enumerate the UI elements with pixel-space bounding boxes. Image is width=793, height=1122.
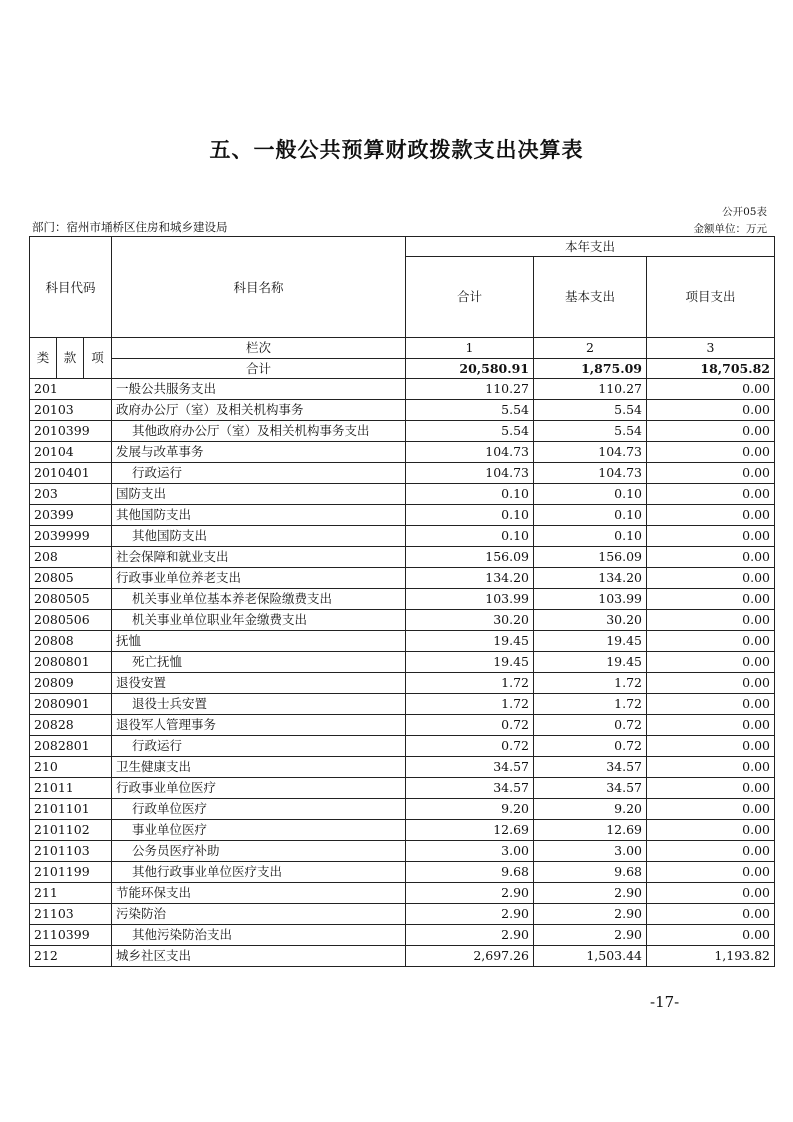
row-basic: 0.72 (534, 736, 647, 757)
row-project: 0.00 (647, 715, 775, 736)
row-project: 1,193.82 (647, 946, 775, 967)
row-basic: 2.90 (534, 883, 647, 904)
row-basic: 34.57 (534, 757, 647, 778)
row-total: 5.54 (406, 421, 534, 442)
row-project: 0.00 (647, 463, 775, 484)
row-name: 卫生健康支出 (112, 757, 406, 778)
row-code: 2010401 (30, 463, 112, 484)
table-row (30, 778, 775, 799)
row-name: 行政运行 (112, 736, 406, 757)
row-basic: 134.20 (534, 568, 647, 589)
row-name: 行政运行 (112, 463, 406, 484)
row-basic: 0.10 (534, 484, 647, 505)
row-project: 0.00 (647, 568, 775, 589)
row-basic: 1.72 (534, 694, 647, 715)
row-project: 0.00 (647, 925, 775, 946)
header-year-expense: 本年支出 (406, 237, 775, 257)
row-name: 退役军人管理事务 (112, 715, 406, 736)
row-basic: 103.99 (534, 589, 647, 610)
row-code: 2010399 (30, 421, 112, 442)
row-total: 2,697.26 (406, 946, 534, 967)
table-row (30, 673, 775, 694)
table-row (30, 505, 775, 526)
row-total: 9.68 (406, 862, 534, 883)
unit-label: 金额单位：万元 (693, 223, 767, 235)
row-project: 0.00 (647, 757, 775, 778)
row-basic: 5.54 (534, 421, 647, 442)
row-code: 211 (30, 883, 112, 904)
row-project: 0.00 (647, 694, 775, 715)
row-project: 0.00 (647, 631, 775, 652)
header-name: 科目名称 (112, 237, 406, 338)
row-project: 0.00 (647, 400, 775, 421)
header-basic: 基本支出 (534, 257, 647, 338)
row-code: 20805 (30, 568, 112, 589)
row-total: 0.10 (406, 505, 534, 526)
row-name: 一般公共服务支出 (112, 379, 406, 400)
row-basic: 0.10 (534, 526, 647, 547)
row-code: 21103 (30, 904, 112, 925)
row-name: 节能环保支出 (112, 883, 406, 904)
header-lanci: 栏次 (112, 338, 406, 359)
row-project: 0.00 (647, 841, 775, 862)
row-code: 2082801 (30, 736, 112, 757)
header-col2: 2 (534, 338, 647, 359)
row-total: 110.27 (406, 379, 534, 400)
row-name: 社会保障和就业支出 (112, 547, 406, 568)
row-name: 国防支出 (112, 484, 406, 505)
row-project: 0.00 (647, 883, 775, 904)
sum-label: 合计 (112, 359, 406, 379)
row-name: 其他政府办公厅（室）及相关机构事务支出 (112, 421, 406, 442)
sum-total: 20,580.91 (406, 359, 534, 379)
table-row (30, 484, 775, 505)
row-code: 2101199 (30, 862, 112, 883)
row-project: 0.00 (647, 547, 775, 568)
header-kuan: 款 (57, 338, 84, 379)
table-row (30, 400, 775, 421)
form-number: 公开05表 (722, 206, 767, 218)
row-project: 0.00 (647, 799, 775, 820)
row-code: 20828 (30, 715, 112, 736)
header-lei: 类 (30, 338, 57, 379)
row-project: 0.00 (647, 820, 775, 841)
table-row (30, 757, 775, 778)
row-total: 1.72 (406, 673, 534, 694)
row-name: 城乡社区支出 (112, 946, 406, 967)
row-name: 公务员医疗补助 (112, 841, 406, 862)
row-name: 其他行政事业单位医疗支出 (112, 862, 406, 883)
table-row (30, 631, 775, 652)
header-xiang: 项 (84, 338, 112, 379)
row-code: 20399 (30, 505, 112, 526)
table-row (30, 736, 775, 757)
row-total: 104.73 (406, 442, 534, 463)
row-code: 2080801 (30, 652, 112, 673)
row-basic: 9.68 (534, 862, 647, 883)
row-total: 1.72 (406, 694, 534, 715)
row-code: 21011 (30, 778, 112, 799)
row-project: 0.00 (647, 673, 775, 694)
row-name: 其他国防支出 (112, 526, 406, 547)
page-number: -17- (650, 993, 680, 1011)
row-basic: 2.90 (534, 925, 647, 946)
header-code: 科目代码 (30, 237, 112, 338)
row-name: 政府办公厅（室）及相关机构事务 (112, 400, 406, 421)
table-row (30, 820, 775, 841)
table-row (30, 925, 775, 946)
row-project: 0.00 (647, 421, 775, 442)
row-code: 2080506 (30, 610, 112, 631)
row-basic: 156.09 (534, 547, 647, 568)
table-row (30, 442, 775, 463)
row-total: 0.10 (406, 484, 534, 505)
sum-basic: 1,875.09 (534, 359, 647, 379)
row-total: 0.10 (406, 526, 534, 547)
row-project: 0.00 (647, 610, 775, 631)
row-code: 208 (30, 547, 112, 568)
row-code: 2101102 (30, 820, 112, 841)
row-code: 2080901 (30, 694, 112, 715)
table-row (30, 463, 775, 484)
row-project: 0.00 (647, 526, 775, 547)
row-basic: 30.20 (534, 610, 647, 631)
row-name: 机关事业单位职业年金缴费支出 (112, 610, 406, 631)
table-row (30, 904, 775, 925)
header-col3: 3 (647, 338, 775, 359)
header-col1: 1 (406, 338, 534, 359)
row-name: 退役安置 (112, 673, 406, 694)
row-code: 20808 (30, 631, 112, 652)
row-total: 103.99 (406, 589, 534, 610)
row-project: 0.00 (647, 778, 775, 799)
row-basic: 34.57 (534, 778, 647, 799)
row-project: 0.00 (647, 484, 775, 505)
row-basic: 104.73 (534, 463, 647, 484)
row-project: 0.00 (647, 904, 775, 925)
row-name: 行政事业单位养老支出 (112, 568, 406, 589)
row-name: 其他国防支出 (112, 505, 406, 526)
row-basic: 1.72 (534, 673, 647, 694)
row-basic: 19.45 (534, 631, 647, 652)
row-name: 抚恤 (112, 631, 406, 652)
department-label: 部门：宿州市埇桥区住房和城乡建设局 (32, 220, 228, 234)
row-code: 20809 (30, 673, 112, 694)
row-total: 0.72 (406, 736, 534, 757)
row-code: 2101101 (30, 799, 112, 820)
row-total: 2.90 (406, 883, 534, 904)
row-name: 行政事业单位医疗 (112, 778, 406, 799)
row-name: 事业单位医疗 (112, 820, 406, 841)
row-basic: 104.73 (534, 442, 647, 463)
row-basic: 19.45 (534, 652, 647, 673)
table-row (30, 715, 775, 736)
row-name: 退役士兵安置 (112, 694, 406, 715)
row-name: 发展与改革事务 (112, 442, 406, 463)
table-row (30, 568, 775, 589)
row-total: 30.20 (406, 610, 534, 631)
table-row (30, 841, 775, 862)
table-row (30, 379, 775, 400)
row-basic: 3.00 (534, 841, 647, 862)
row-code: 2080505 (30, 589, 112, 610)
table-row (30, 421, 775, 442)
row-total: 19.45 (406, 631, 534, 652)
row-code: 210 (30, 757, 112, 778)
row-total: 2.90 (406, 904, 534, 925)
header-project: 项目支出 (647, 257, 775, 338)
row-code: 2110399 (30, 925, 112, 946)
row-name: 死亡抚恤 (112, 652, 406, 673)
row-basic: 5.54 (534, 400, 647, 421)
row-total: 3.00 (406, 841, 534, 862)
table-row (30, 946, 775, 967)
table-row (30, 883, 775, 904)
row-basic: 110.27 (534, 379, 647, 400)
table-row (30, 610, 775, 631)
row-project: 0.00 (647, 736, 775, 757)
row-total: 104.73 (406, 463, 534, 484)
row-code: 201 (30, 379, 112, 400)
row-total: 9.20 (406, 799, 534, 820)
row-total: 34.57 (406, 757, 534, 778)
table-row (30, 799, 775, 820)
table-row (30, 547, 775, 568)
page-title: 五、一般公共预算财政拨款支出决算表 (209, 137, 584, 162)
row-total: 19.45 (406, 652, 534, 673)
row-basic: 0.10 (534, 505, 647, 526)
row-project: 0.00 (647, 652, 775, 673)
budget-table (29, 236, 775, 967)
row-code: 20104 (30, 442, 112, 463)
table-row (30, 589, 775, 610)
header-total: 合计 (406, 257, 534, 338)
row-project: 0.00 (647, 589, 775, 610)
row-name: 污染防治 (112, 904, 406, 925)
row-code: 20103 (30, 400, 112, 421)
row-total: 156.09 (406, 547, 534, 568)
row-name: 机关事业单位基本养老保险缴费支出 (112, 589, 406, 610)
row-basic: 2.90 (534, 904, 647, 925)
row-code: 203 (30, 484, 112, 505)
row-total: 34.57 (406, 778, 534, 799)
row-total: 0.72 (406, 715, 534, 736)
table-row (30, 526, 775, 547)
row-project: 0.00 (647, 505, 775, 526)
table-row (30, 694, 775, 715)
row-basic: 12.69 (534, 820, 647, 841)
row-code: 2039999 (30, 526, 112, 547)
row-code: 2101103 (30, 841, 112, 862)
table-row (30, 652, 775, 673)
row-basic: 0.72 (534, 715, 647, 736)
row-name: 其他污染防治支出 (112, 925, 406, 946)
row-basic: 1,503.44 (534, 946, 647, 967)
row-project: 0.00 (647, 379, 775, 400)
row-project: 0.00 (647, 442, 775, 463)
table-row (30, 862, 775, 883)
sum-project: 18,705.82 (647, 359, 775, 379)
row-total: 5.54 (406, 400, 534, 421)
row-basic: 9.20 (534, 799, 647, 820)
row-total: 134.20 (406, 568, 534, 589)
row-name: 行政单位医疗 (112, 799, 406, 820)
row-project: 0.00 (647, 862, 775, 883)
row-total: 12.69 (406, 820, 534, 841)
row-code: 212 (30, 946, 112, 967)
row-total: 2.90 (406, 925, 534, 946)
